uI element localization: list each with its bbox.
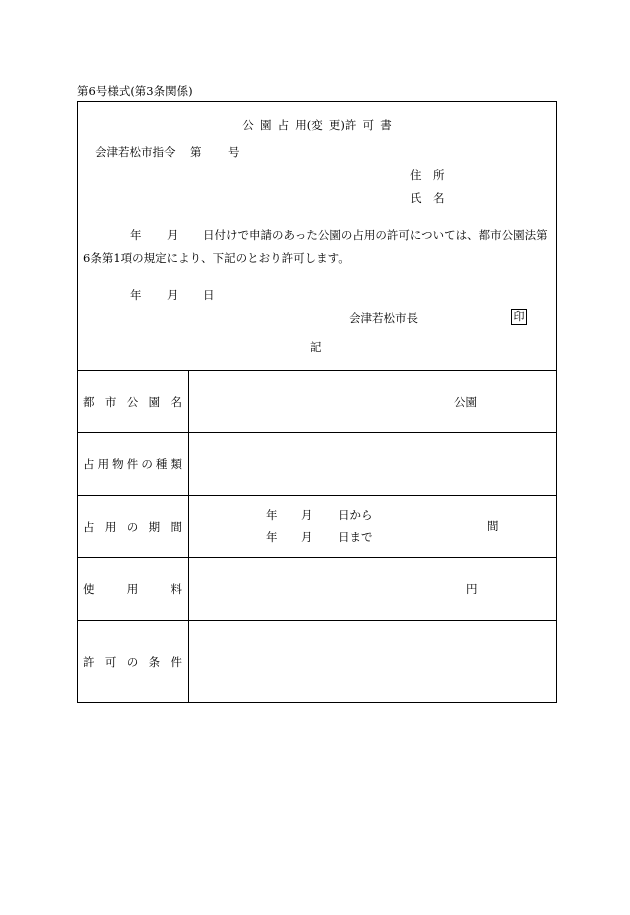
form-number: 第6号様式(第3条関係)	[77, 84, 193, 98]
recipient-name-label: 氏 名	[410, 191, 445, 205]
directive-prefix: 会津若松市指令	[95, 145, 176, 159]
recipient-address-label: 住 所	[410, 168, 445, 182]
document-title: 公 園 占 用(変 更)許 可 書	[242, 118, 392, 132]
statement-line2-text: 6条第1項の規定により、下記のとおり許可します。	[83, 251, 350, 265]
issue-date-day: 日	[203, 288, 215, 302]
period-to-day: 日まで	[338, 530, 373, 544]
row-label: 許 可 の 条 件	[83, 654, 182, 669]
issuer-title: 会津若松市長	[349, 311, 418, 325]
row-label: 占用物件の種類	[83, 457, 182, 471]
table-row-usage-fee	[77, 557, 557, 620]
table-row-occupancy-period	[77, 495, 557, 557]
permit-conditions-value-cell	[189, 621, 557, 702]
statement-line1-text: 日付けで申請のあった公園の占用の許可については、都市公園法第	[203, 228, 548, 242]
issue-date-year: 年	[130, 288, 142, 302]
statement-year: 年	[130, 228, 142, 242]
period-to-year: 年	[266, 530, 278, 544]
row-label-cell	[77, 558, 189, 620]
issue-date-month: 月	[167, 288, 179, 302]
occupied-item-value-cell	[189, 433, 557, 495]
row-label-cell	[77, 496, 189, 557]
usage-fee-value-cell	[189, 558, 557, 620]
period-duration-suffix: 間	[487, 519, 499, 533]
row-label: 占 用 の 期 間	[83, 519, 182, 534]
ki-heading: 記	[310, 340, 322, 354]
statement-month: 月	[167, 228, 179, 242]
table-row-park-name	[77, 370, 557, 432]
table-row-permit-conditions	[77, 620, 557, 702]
directive-number-prefix: 第	[190, 145, 202, 159]
directive-number-suffix: 号	[228, 145, 240, 159]
row-label: 使 用 料	[83, 582, 182, 596]
row-label-cell	[77, 371, 189, 432]
fee-currency-unit: 円	[466, 582, 478, 596]
period-from-month: 月	[301, 508, 313, 522]
seal-mark: 印	[511, 309, 527, 325]
row-label-cell	[77, 621, 189, 702]
park-name-suffix: 公園	[454, 394, 477, 409]
park-name-value-cell	[189, 371, 557, 432]
row-label-cell	[77, 433, 189, 495]
row-label: 都 市 公 園 名	[83, 394, 182, 409]
period-from-year: 年	[266, 508, 278, 522]
period-to-month: 月	[301, 530, 313, 544]
period-from-day: 日から	[338, 508, 373, 522]
table-row-occupied-item	[77, 432, 557, 495]
occupancy-period-value-cell	[189, 496, 557, 557]
